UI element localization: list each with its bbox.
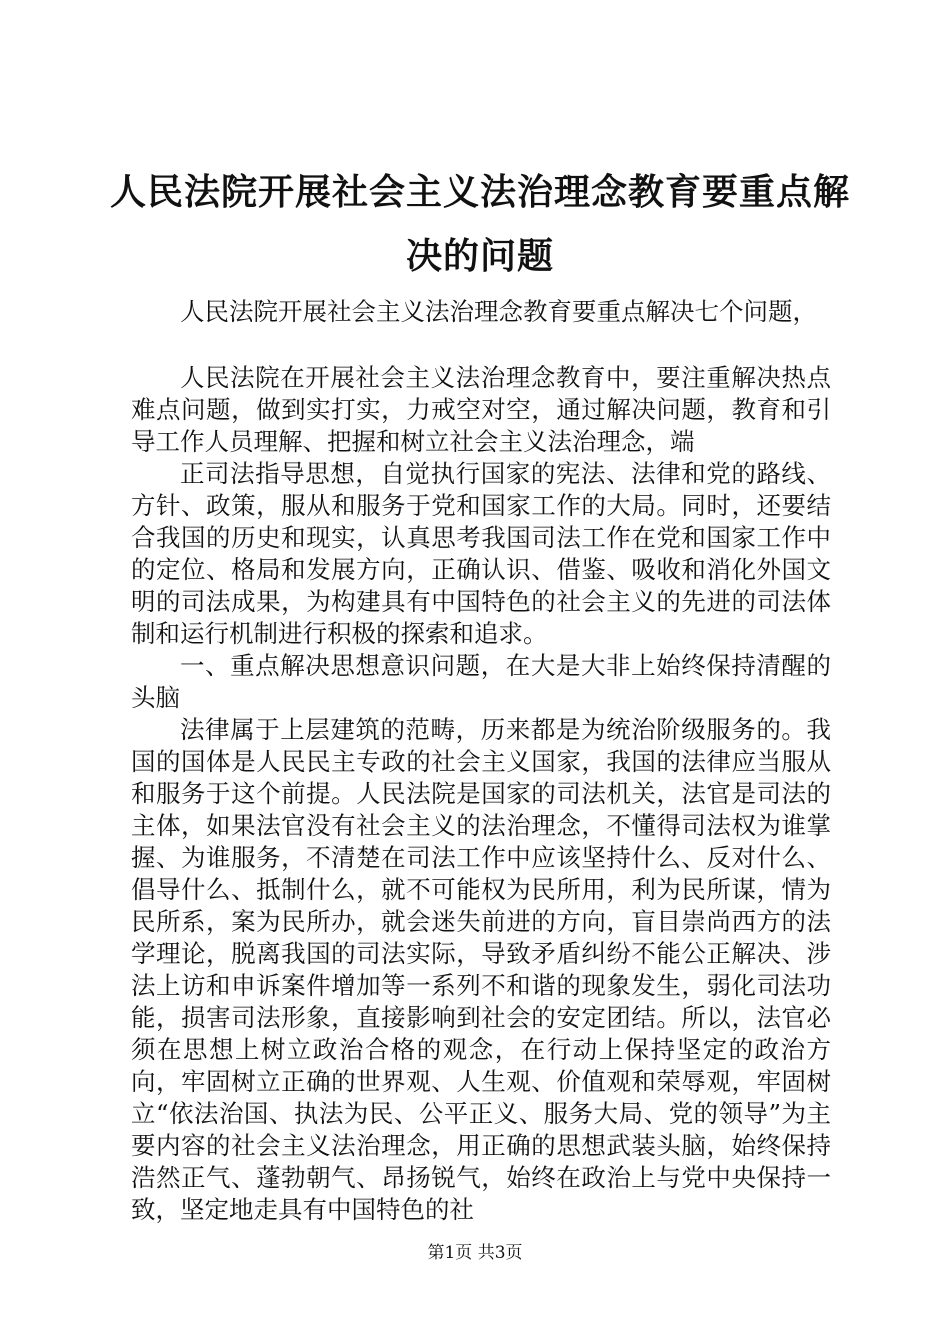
paragraph: 法律属于上层建筑的范畴，历来都是为统治阶级服务的。我国的国体是人民民主专政的社会主义国家，我国的法律应当服从和服务于这个前提。人民法院是国家的司法机关，法官是司法的主体，如果法官没有社会主义的法治理念，不懂得司法权为谁掌握、为谁服务，不清楚在司法工作中应该坚持什么、反对什么、倡导什么、抵制什么，就不可能权为民所用，利为民所谋，情为民所系，案为民所办，就会迷失前进的方向，盲目崇尚西方的法学理论，脱离我国的司法实际，导致矛盾纠纷不能公正解决、涉法上访和申诉案件增加等一系列不和谐的现象发生，弱化司法功能，损害司法形象，直接影响到社会的安定团结。所以，法官必须在思想上树立政治合格的观念，在行动上保持坚定的政治方向，牢固树立正确的世界观、人生观、价值观和荣辱观，牢固树立“依法治国、执法为民、公平正义、服务大局、党的领导”为主要内容的社会主义法治理念，用正确的思想武装头脑，始终保持浩然正气、蓬勃朝气、昂扬锐气，始终在政治上与党中央保持一致，坚定地走具有中国特色的社 bbox=[131, 715, 831, 1224]
document-body bbox=[131, 296, 831, 1226]
document-title: 人民法院开展社会主义法治理念教育要重点解决的问题 bbox=[110, 171, 851, 277]
paragraph: 人民法院在开展社会主义法治理念教育中，要注重解决热点难点问题，做到实打实，力戒空对空，通过解决问题，教育和引导工作人员理解、把握和树立社会主义法治理念，端 bbox=[131, 363, 831, 456]
section-heading: 一、重点解决思想意识问题，在大是大非上始终保持清醒的头脑 bbox=[131, 651, 831, 712]
paragraph: 人民法院开展社会主义法治理念教育要重点解决七个问题， bbox=[180, 297, 817, 326]
page-number-footer: 第1页 共3页 bbox=[427, 1243, 523, 1263]
paragraph: 正司法指导思想，自觉执行国家的宪法、法律和党的路线、方针、政策，服从和服务于党和国家工作的大局。同时，还要结合我国的历史和现实，认真思考我国司法工作在党和国家工作中的定位、格局和发展方向，正确认识、借鉴、吸收和消化外国文明的司法成果，为构建具有中国特色的社会主义的先进的司法体制和运行机制进行积极的探索和追求。 bbox=[131, 459, 831, 648]
